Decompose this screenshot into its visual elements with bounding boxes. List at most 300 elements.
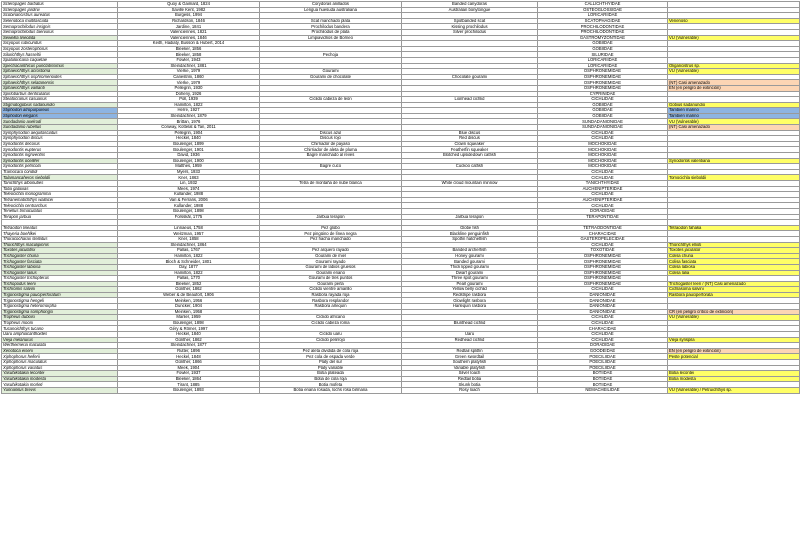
table-cell[interactable]: Tetranematichthys wallacei (2, 197, 118, 203)
table-cell[interactable]: Pearl gourami (402, 281, 538, 287)
table-cell[interactable]: Bleeker, 1864 (118, 376, 260, 382)
table-cell[interactable]: TETRAODONTIDAE (538, 225, 668, 231)
table-cell[interactable]: Selenotoca multifasciata (2, 18, 118, 24)
table-cell[interactable]: GOBIIDAE (538, 41, 668, 47)
table-cell[interactable]: Fowler, 1943 (118, 57, 260, 63)
table-cell[interactable]: Gourami rayado (260, 259, 402, 265)
table-cell[interactable]: DORADIDAE (538, 208, 668, 214)
table-cell[interactable]: Honey gourami (402, 253, 538, 259)
table-cell[interactable]: TANICHTHYIDAE (538, 181, 668, 187)
table-cell[interactable]: Lionhead cichlid (402, 97, 538, 103)
table-cell[interactable]: Stiphodon atropurpureus (2, 108, 118, 114)
table-cell[interactable]: Sphaerichthys selatanensis (2, 80, 118, 86)
table-cell[interactable]: Rasbora rayada roja (260, 292, 402, 298)
table-cell[interactable]: Cíclido uaru (260, 332, 402, 338)
table-cell[interactable]: Tropheus duboisi (2, 315, 118, 321)
table-cell[interactable]: Gobius sadanundio (668, 102, 800, 108)
table-cell[interactable]: OSPHRONEMIDAE (538, 259, 668, 265)
table-cell[interactable]: Cíclido cabeza de león (260, 97, 402, 103)
table-cell[interactable]: Southern platyfish (402, 360, 538, 366)
table-cell[interactable]: Cíclido cabeza roma (260, 320, 402, 326)
table-cell[interactable]: Xiphophorus hellerii (2, 354, 118, 360)
table-cell[interactable]: Oligancistrus sp. (668, 63, 800, 69)
table-cell[interactable]: GOBIIDAE (538, 108, 668, 114)
table-cell[interactable]: Synodontis petricola (2, 164, 118, 170)
table-cell[interactable]: OSPHRONEMIDAE (538, 74, 668, 80)
table-cell[interactable]: Sphaerichthys osphromenoides (2, 74, 118, 80)
table-cell[interactable]: Chocolate gourami (402, 74, 538, 80)
table-cell[interactable]: Saville Kent, 1982 (118, 7, 260, 13)
table-cell[interactable]: Cíclido vientre amarillo (260, 287, 402, 293)
table-cell[interactable]: VU (Vulnerable) (668, 119, 800, 125)
table-cell[interactable]: Gourami perla (260, 281, 402, 287)
table-cell[interactable]: Synodontis ocellifer (2, 158, 118, 164)
table-cell[interactable]: Marlier, 1959 (118, 315, 260, 321)
table-cell[interactable]: Kullander, 1988 (118, 192, 260, 198)
table-cell[interactable]: Botia plateada (260, 371, 402, 377)
table-cell[interactable]: (NT) Casi amenazado (668, 80, 800, 86)
table-cell[interactable]: Spectracanthicus punctatissimus (2, 63, 118, 69)
table-cell[interactable]: Symphysodon discus (2, 136, 118, 142)
table-cell[interactable]: BOTIIDAE (538, 382, 668, 388)
table-cell[interactable]: POECILIIDAE (538, 365, 668, 371)
table-cell[interactable]: Silurichthys hasseltii (2, 52, 118, 58)
table-cell[interactable]: Lin, 1932 (118, 181, 260, 187)
table-cell[interactable]: Vari & Ferraris, 2006 (118, 197, 260, 203)
table-cell[interactable]: Weitzman, 1957 (118, 231, 260, 237)
table-cell[interactable]: Tropheus moorii (2, 320, 118, 326)
table-cell[interactable]: Yunnanilus brevis (2, 387, 118, 393)
table-cell[interactable]: CICHLIDAE (538, 320, 668, 326)
table-cell[interactable]: Tenellus trimaculatus (2, 208, 118, 214)
table-cell[interactable]: Glowlight rasbora (402, 298, 538, 304)
table-cell[interactable]: Sundadanio rubellus (2, 125, 118, 131)
table-cell[interactable]: Sphaerichthys acrostoma (2, 69, 118, 75)
table-cell[interactable]: Silver loach (402, 371, 538, 377)
table-cell[interactable]: Bloch & Schneider, 1801 (118, 259, 260, 265)
table-cell[interactable]: CICHLIDAE (538, 136, 668, 142)
table-cell[interactable]: GASTROMYZONTIDAE (538, 35, 668, 41)
table-cell[interactable]: Stiphodon elegans (2, 113, 118, 119)
table-cell[interactable]: VU (Vulnerable) (668, 315, 800, 321)
table-cell[interactable]: Talamancaheros sieboldii (2, 175, 118, 181)
table-cell[interactable]: SUNDADANIONIDAE (538, 119, 668, 125)
table-cell[interactable]: Uaru amphiacanthoides (2, 332, 118, 338)
table-cell[interactable]: CALLICHTHYIDAE (538, 2, 668, 8)
table-cell[interactable]: Conway, Kottelat & Tan, 2011 (118, 125, 260, 131)
table-cell[interactable]: PROCHILODONTIDAE (538, 24, 668, 30)
table-cell[interactable]: (NT) Casi amenazado (668, 125, 800, 131)
table-cell[interactable]: Blue discus (402, 130, 538, 136)
table-cell[interactable]: CHARACIDAE (538, 326, 668, 332)
table-cell[interactable]: Bleeker, 1852 (118, 281, 260, 287)
table-cell[interactable]: Meinken, 1958 (118, 309, 260, 315)
table-cell[interactable]: Chirriador de payaso (260, 141, 402, 147)
table-cell[interactable]: DANIONIDAE (538, 292, 668, 298)
table-cell[interactable]: Uaru (402, 332, 538, 338)
table-cell[interactable]: Pez globo (260, 225, 402, 231)
table-cell[interactable]: TOXOTIDAE (538, 248, 668, 254)
table-cell[interactable]: CICHLIDAE (538, 287, 668, 293)
table-cell[interactable]: CICHLIDAE (538, 332, 668, 338)
table-cell[interactable]: DORADIDAE (538, 343, 668, 349)
table-cell[interactable]: DANIONIDAE (538, 298, 668, 304)
table-cell[interactable]: Steatocranus casuarius (2, 97, 118, 103)
table-cell[interactable]: Colisa labiosa (668, 264, 800, 270)
table-cell[interactable]: PROCHILODONTIDAE (538, 29, 668, 35)
table-cell[interactable]: OSPHRONEMIDAE (538, 80, 668, 86)
table-cell[interactable]: Cichlasoma salvini (668, 287, 800, 293)
table-cell[interactable]: Botia modesta (668, 376, 800, 382)
table-cell[interactable]: Variable platyfish (402, 365, 538, 371)
table-cell[interactable]: Venenoso (668, 18, 800, 24)
table-cell[interactable]: Banded canydoras (402, 2, 538, 8)
table-cell[interactable]: Pez hacha manchado (260, 236, 402, 242)
table-cell[interactable]: Green swordtail (402, 354, 538, 360)
table-cell[interactable]: Sewellia lineolata (2, 35, 118, 41)
table-cell[interactable]: Corydoras anillados (260, 2, 402, 8)
table-cell[interactable]: Doheny, 1926 (118, 91, 260, 97)
table-cell[interactable]: Prochilodus bandera (260, 24, 402, 30)
table-cell[interactable]: Semaprochilodus insignis (2, 24, 118, 30)
table-cell[interactable]: CICHLIDAE (538, 169, 668, 175)
table-cell[interactable]: MOCHOKIDAE (538, 141, 668, 147)
table-cell[interactable]: Chirriador de aleta de pluma (260, 147, 402, 153)
table-cell[interactable]: Gourami de labios gruesos (260, 264, 402, 270)
table-cell[interactable]: Sicyopus rubicundus (2, 41, 118, 47)
table-cell[interactable]: Harlequin rasbora (402, 304, 538, 310)
table-cell[interactable]: Skunk botia (402, 382, 538, 388)
table-cell[interactable]: Prochilodus de plata (260, 29, 402, 35)
table-cell[interactable]: GOBIIDAE (538, 46, 668, 52)
table-cell[interactable]: Gourami de chocolate (260, 74, 402, 80)
table-cell[interactable]: MOCHOKIDAE (538, 164, 668, 170)
table-cell[interactable]: Bleeker, 1856 (118, 46, 260, 52)
table-cell[interactable]: Keith, Hadiaty, Busson & Hubert, 2014 (118, 41, 260, 47)
table-cell[interactable]: Spatuloricaria caquetae (2, 57, 118, 63)
table-cell[interactable]: CICHLIDAE (538, 192, 668, 198)
table-cell[interactable]: Colisa lalia (668, 270, 800, 276)
table-cell[interactable]: Trichopodus leerii (2, 281, 118, 287)
table-cell[interactable]: Boulenger, 1898 (118, 208, 260, 214)
table-cell[interactable]: Spirlobarbus denticulatus (2, 91, 118, 97)
table-cell[interactable]: Three spot gourami (402, 276, 538, 282)
table-cell[interactable]: Colisa fasciata (668, 259, 800, 265)
table-cell[interactable]: OSPHRONEMIDAE (538, 69, 668, 75)
table-cell[interactable]: Synodontis nigriventris (2, 153, 118, 159)
table-cell[interactable]: Trigonostigma somphongsi (2, 309, 118, 315)
table-cell[interactable]: Redtail botia (402, 376, 538, 382)
table-cell[interactable]: Sphaerichthys vaillanti (2, 85, 118, 91)
table-cell[interactable]: Poll, 1939 (118, 97, 260, 103)
table-cell[interactable]: Redstripe rasbora (402, 292, 538, 298)
table-cell[interactable]: Cíclido africano (260, 315, 402, 321)
table-cell[interactable]: AUCHENIPTERIDAE (538, 197, 668, 203)
table-cell[interactable]: Australian bonytongue (402, 7, 538, 13)
table-cell[interactable]: Redtail splitfin (402, 348, 538, 354)
table-cell[interactable]: Matthes, 1959 (118, 164, 260, 170)
table-cell[interactable]: BOTIIDAE (538, 376, 668, 382)
table-cell[interactable]: Herre, 1927 (118, 108, 260, 114)
table-cell[interactable]: Platy del sur (260, 360, 402, 366)
table-cell[interactable]: NEMACHEILIDAE (538, 387, 668, 393)
table-cell[interactable]: AUCHENIPTERIDAE (538, 186, 668, 192)
table-cell[interactable]: Boulenger, 1900 (118, 158, 260, 164)
table-cell[interactable]: Canestrini, 1860 (118, 74, 260, 80)
table-cell[interactable]: Dwarf gourami (402, 270, 538, 276)
table-cell[interactable]: Pellegrin, 1930 (118, 85, 260, 91)
table-cell[interactable]: CICHLIDAE (538, 203, 668, 209)
table-cell[interactable]: OSPHRONEMIDAE (538, 276, 668, 282)
table-cell[interactable]: Heckel, 1840 (118, 332, 260, 338)
table-cell[interactable]: Teleocichla centrarchus (2, 203, 118, 209)
table-cell[interactable]: Gourami (260, 69, 402, 75)
table-cell[interactable]: CHARACIDAE (538, 231, 668, 237)
table-cell[interactable]: Vierke, 1979 (118, 80, 260, 86)
table-cell[interactable]: Fowler, 1937 (118, 371, 260, 377)
table-cell[interactable]: Synodontis valentiana (668, 158, 800, 164)
table-cell[interactable]: Sicyopus zosterophorus (2, 46, 118, 52)
table-cell[interactable]: Banded archerfish (402, 248, 538, 254)
table-cell[interactable]: Stigmatogobius sadanundio (2, 102, 118, 108)
table-cell[interactable]: Scleropages jardinii (2, 7, 118, 13)
table-cell[interactable]: TERAPONTIDAE (538, 214, 668, 220)
table-cell[interactable]: Duncker, 1904 (118, 304, 260, 310)
table-cell[interactable]: LORICARIIDAE (538, 57, 668, 63)
table-cell[interactable]: Jarbua terapón (260, 214, 402, 220)
table-cell[interactable]: Pez cola de espada verde (260, 354, 402, 360)
table-cell[interactable]: Peste potencial (668, 354, 800, 360)
table-cell[interactable]: Steindachner, 1881 (118, 63, 260, 69)
table-cell[interactable]: Yasuhikotakia morleti (2, 382, 118, 388)
table-cell[interactable]: Hamilton, 1822 (118, 253, 260, 259)
table-cell[interactable]: Linnaeus, 1758 (118, 225, 260, 231)
table-cell[interactable]: David, 1936 (118, 153, 260, 159)
table-cell[interactable]: Tetra de montaña de nube blanca (260, 181, 402, 187)
table-cell[interactable]: Trichogaster fasciata (2, 259, 118, 265)
table-cell[interactable]: EN (en peligro de extinción) (668, 348, 800, 354)
table-cell[interactable]: Rasbora resplandor (260, 298, 402, 304)
table-cell[interactable]: Jardine, 1841 (118, 24, 260, 30)
table-cell[interactable]: Trichromis salvini (2, 287, 118, 293)
table-cell[interactable]: Forsskål, 1775 (118, 214, 260, 220)
table-cell[interactable]: Trichogaster lalius (2, 270, 118, 276)
table-cell[interactable]: CICHLIDAE (538, 315, 668, 321)
table-cell[interactable]: Sundadanio axelrodi (2, 119, 118, 125)
table-cell[interactable]: LORICARIIDAE (538, 63, 668, 69)
table-cell[interactable]: Lengua huesuda australiana (260, 7, 402, 13)
table-cell[interactable]: OSPHRONEMIDAE (538, 253, 668, 259)
table-cell[interactable]: Symphysodon aequifasciatus (2, 130, 118, 136)
table-cell[interactable]: Rasbora arlequín (260, 304, 402, 310)
table-cell[interactable]: DANIONIDAE (538, 309, 668, 315)
table-cell[interactable]: Blackline penguinfish (402, 231, 538, 237)
table-cell[interactable]: Botia enana rosada, lochs rosa birmana (260, 387, 402, 393)
table-cell[interactable]: Tramocara condidi (2, 169, 118, 175)
table-cell[interactable]: Hamilton, 1822 (118, 270, 260, 276)
table-cell[interactable]: Boulenger, 1899 (118, 141, 260, 147)
table-cell[interactable]: SCATOPHAGIDAE (538, 18, 668, 24)
table-cell[interactable]: OSPHRONEMIDAE (538, 281, 668, 287)
table-cell[interactable]: Tucanoichthys tucano (2, 326, 118, 332)
table-cell[interactable]: CICHLIDAE (538, 242, 668, 248)
table-cell[interactable]: BOTIIDAE (538, 371, 668, 377)
table-cell[interactable]: Discus rojo (260, 136, 402, 142)
table-cell[interactable]: CICHLIDAE (538, 130, 668, 136)
table-cell[interactable]: Heckel, 1848 (118, 354, 260, 360)
table-cell[interactable]: Trichogaster labiosa (2, 264, 118, 270)
table-cell[interactable]: Platy variable (260, 365, 402, 371)
table-cell[interactable]: Bagre cuco (260, 164, 402, 170)
table-cell[interactable]: Semaprochilodus taeniurus (2, 29, 118, 35)
table-cell[interactable]: Trichogaster trichopterus (2, 276, 118, 282)
table-cell[interactable]: VU (Vulnerable) (668, 69, 800, 75)
table-cell[interactable]: Thoracocharax stellatus (2, 236, 118, 242)
table-cell[interactable]: POECILIIDAE (538, 360, 668, 366)
table-cell[interactable]: Xiphophorus variatus (2, 365, 118, 371)
table-cell[interactable]: Scleropages barbatus (2, 2, 118, 8)
table-cell[interactable]: Mees, 1974 (118, 186, 260, 192)
table-cell[interactable]: Géry & Römer, 1997 (118, 326, 260, 332)
table-cell[interactable]: También marino (668, 113, 800, 119)
table-cell[interactable]: Hamilton, 1822 (118, 102, 260, 108)
table-cell[interactable]: OSPHRONEMIDAE (538, 264, 668, 270)
table-cell[interactable]: Thorichthys maculipinnis (2, 242, 118, 248)
table-cell[interactable]: Featherfin squeaker (402, 147, 538, 153)
table-cell[interactable]: Spotfin hatchetfish (402, 236, 538, 242)
table-cell[interactable]: Trichogaster chuna (2, 253, 118, 259)
table-cell[interactable]: Rasbora pauciperforata (668, 292, 800, 298)
table-cell[interactable]: Richardson, 1846 (118, 18, 260, 24)
table-cell[interactable]: Bleeker, 1858 (118, 52, 260, 58)
table-cell[interactable]: Thick lipped gourami (402, 264, 538, 270)
table-cell[interactable]: Quoy & Gaimard, 1824 (118, 2, 260, 8)
table-cell[interactable]: MOCHOKIDAE (538, 158, 668, 164)
table-cell[interactable]: Toxotes jaculator (668, 248, 800, 254)
table-cell[interactable]: Trigonostigma pauciperforatum (2, 292, 118, 298)
table-cell[interactable]: Kner, 1858 (118, 236, 260, 242)
table-cell[interactable]: VU (Vulnerable) / Petruichthys sp. (668, 387, 800, 393)
table-cell[interactable]: CICHLIDAE (538, 175, 668, 181)
table-cell[interactable]: Vierke, 1979 (118, 69, 260, 75)
table-cell[interactable]: Scat manchado plata (260, 18, 402, 24)
table-cell[interactable]: Gourami enano (260, 270, 402, 276)
table-cell[interactable]: Xiphophorus maculatus (2, 360, 118, 366)
table-cell[interactable]: Boulenger, 1893 (118, 387, 260, 393)
table-cell[interactable]: Kullander, 1988 (118, 203, 260, 209)
table-cell[interactable]: Red discus (402, 136, 538, 142)
table-cell[interactable]: Trigonostigma hengeli (2, 298, 118, 304)
table-cell[interactable]: SUNDADANIONIDAE (538, 125, 668, 131)
table-cell[interactable]: Kissing prochilodus (402, 24, 538, 30)
table-cell[interactable]: Rosy loach (402, 387, 538, 393)
table-cell[interactable]: Burgess, 1994 (118, 13, 260, 19)
table-cell[interactable]: Bagre manchado al revés (260, 153, 402, 159)
table-cell[interactable]: Tomocichla sieboldii (668, 175, 800, 181)
table-cell[interactable]: Steindachner, 1864 (118, 242, 260, 248)
table-cell[interactable]: Thayeria boehlkei (2, 231, 118, 237)
table-cell[interactable]: Blotched upsidedown catfish (402, 153, 538, 159)
table-cell[interactable]: Terapon jarbua (2, 214, 118, 220)
table-cell[interactable]: Vieja synspila (668, 337, 800, 343)
table-cell[interactable]: Pez pingüino de línea negra (260, 231, 402, 237)
table-cell[interactable]: MOCHOKIDAE (538, 153, 668, 159)
table-cell[interactable]: Jarbua terapon (402, 214, 538, 220)
table-cell[interactable]: Weber & de Beaufort, 1906 (118, 292, 260, 298)
table-cell[interactable]: GOBIIDAE (538, 113, 668, 119)
table-cell[interactable]: Günther, 1862 (118, 287, 260, 293)
table-cell[interactable]: Pechoja (260, 52, 402, 58)
table-cell[interactable]: Day, 1877 (118, 264, 260, 270)
table-cell[interactable]: Scobinancistrus aureatus (2, 13, 118, 19)
table-cell[interactable]: CYPRINIDAE (538, 91, 668, 97)
table-cell[interactable]: Banded gourami (402, 259, 538, 265)
table-cell[interactable]: GASTEROPELECIDAE (538, 236, 668, 242)
table-cell[interactable]: También marino (668, 108, 800, 114)
table-cell[interactable]: Yasuhikotakia lecontei (2, 371, 118, 377)
table-cell[interactable]: Pallas, 1770 (118, 276, 260, 282)
table-cell[interactable]: Yellow belly cichlid (402, 287, 538, 293)
table-cell[interactable]: Rutter, 1896 (118, 348, 260, 354)
table-cell[interactable]: OSPHRONEMIDAE (538, 85, 668, 91)
table-cell[interactable]: Spotbanded scat (402, 18, 538, 24)
table-cell[interactable]: Günther, 1866 (118, 360, 260, 366)
table-cell[interactable]: Blunthead cichlid (402, 320, 538, 326)
table-cell[interactable]: Synodontis eupterus (2, 147, 118, 153)
table-cell[interactable]: Steindachner, 1877 (118, 343, 260, 349)
table-cell[interactable]: Boulenger, 1898 (118, 320, 260, 326)
table-cell[interactable]: Thorichthys ellioti (668, 242, 800, 248)
table-cell[interactable]: DANIONIDAE (538, 304, 668, 310)
table-cell[interactable]: Redhead cichlid (402, 337, 538, 343)
table-cell[interactable]: Pez arquero rayado (260, 248, 402, 254)
table-cell[interactable]: Botia de cola roja (260, 376, 402, 382)
table-cell[interactable]: Colisa chuna (668, 253, 800, 259)
table-cell[interactable]: Valenciennes, 1821 (118, 29, 260, 35)
table-cell[interactable]: White cloud mountain minnow (402, 181, 538, 187)
table-cell[interactable]: Myers, 1933 (118, 169, 260, 175)
table-cell[interactable]: OSTEOGLOSSIDAE (538, 7, 668, 13)
table-cell[interactable]: Globe fish (402, 225, 538, 231)
table-cell[interactable]: Trichogaster leeri / (NT) Casi amenazado (668, 281, 800, 287)
table-cell[interactable]: Tetraodon fahaka (668, 225, 800, 231)
table-cell[interactable]: Yasuhikotakia modesta (2, 376, 118, 382)
table-cell[interactable]: Silver prochilodus (402, 29, 538, 35)
table-cell[interactable]: LORICARIIDAE (538, 13, 668, 19)
table-cell[interactable]: Pallas, 1767 (118, 248, 260, 254)
table-cell[interactable]: Heckel, 1840 (118, 136, 260, 142)
table-cell[interactable]: Meek, 1904 (118, 365, 260, 371)
table-cell[interactable]: CICHLIDAE (538, 97, 668, 103)
table-cell[interactable]: Pellegrin, 1904 (118, 130, 260, 136)
table-cell[interactable]: Xenotoca eiseni (2, 348, 118, 354)
table-cell[interactable]: Cíclido pelirrojo (260, 337, 402, 343)
table-cell[interactable]: CICHLIDAE (538, 337, 668, 343)
table-cell[interactable]: Boulenger, 1901 (118, 147, 260, 153)
table-cell[interactable]: Brittan, 1976 (118, 119, 260, 125)
table-cell[interactable]: EN (en peligro de extinción) (668, 85, 800, 91)
table-cell[interactable]: Botia lecontei (668, 371, 800, 377)
table-cell[interactable]: Tanichthys albonubes (2, 181, 118, 187)
table-cell[interactable]: Valenciennes, 1846 (118, 35, 260, 41)
table-cell[interactable]: VU (Vulnerable) (668, 35, 800, 41)
table-cell[interactable]: GOODEIDAE (538, 348, 668, 354)
table-cell[interactable]: CR (en peligro crítico de extinción) (668, 309, 800, 315)
table-cell[interactable]: Toxotes jaculatrix (2, 248, 118, 254)
table-cell[interactable]: Vieja melanurus (2, 337, 118, 343)
table-cell[interactable]: MOCHOKIDAE (538, 147, 668, 153)
table-cell[interactable]: Meinken, 1956 (118, 298, 260, 304)
